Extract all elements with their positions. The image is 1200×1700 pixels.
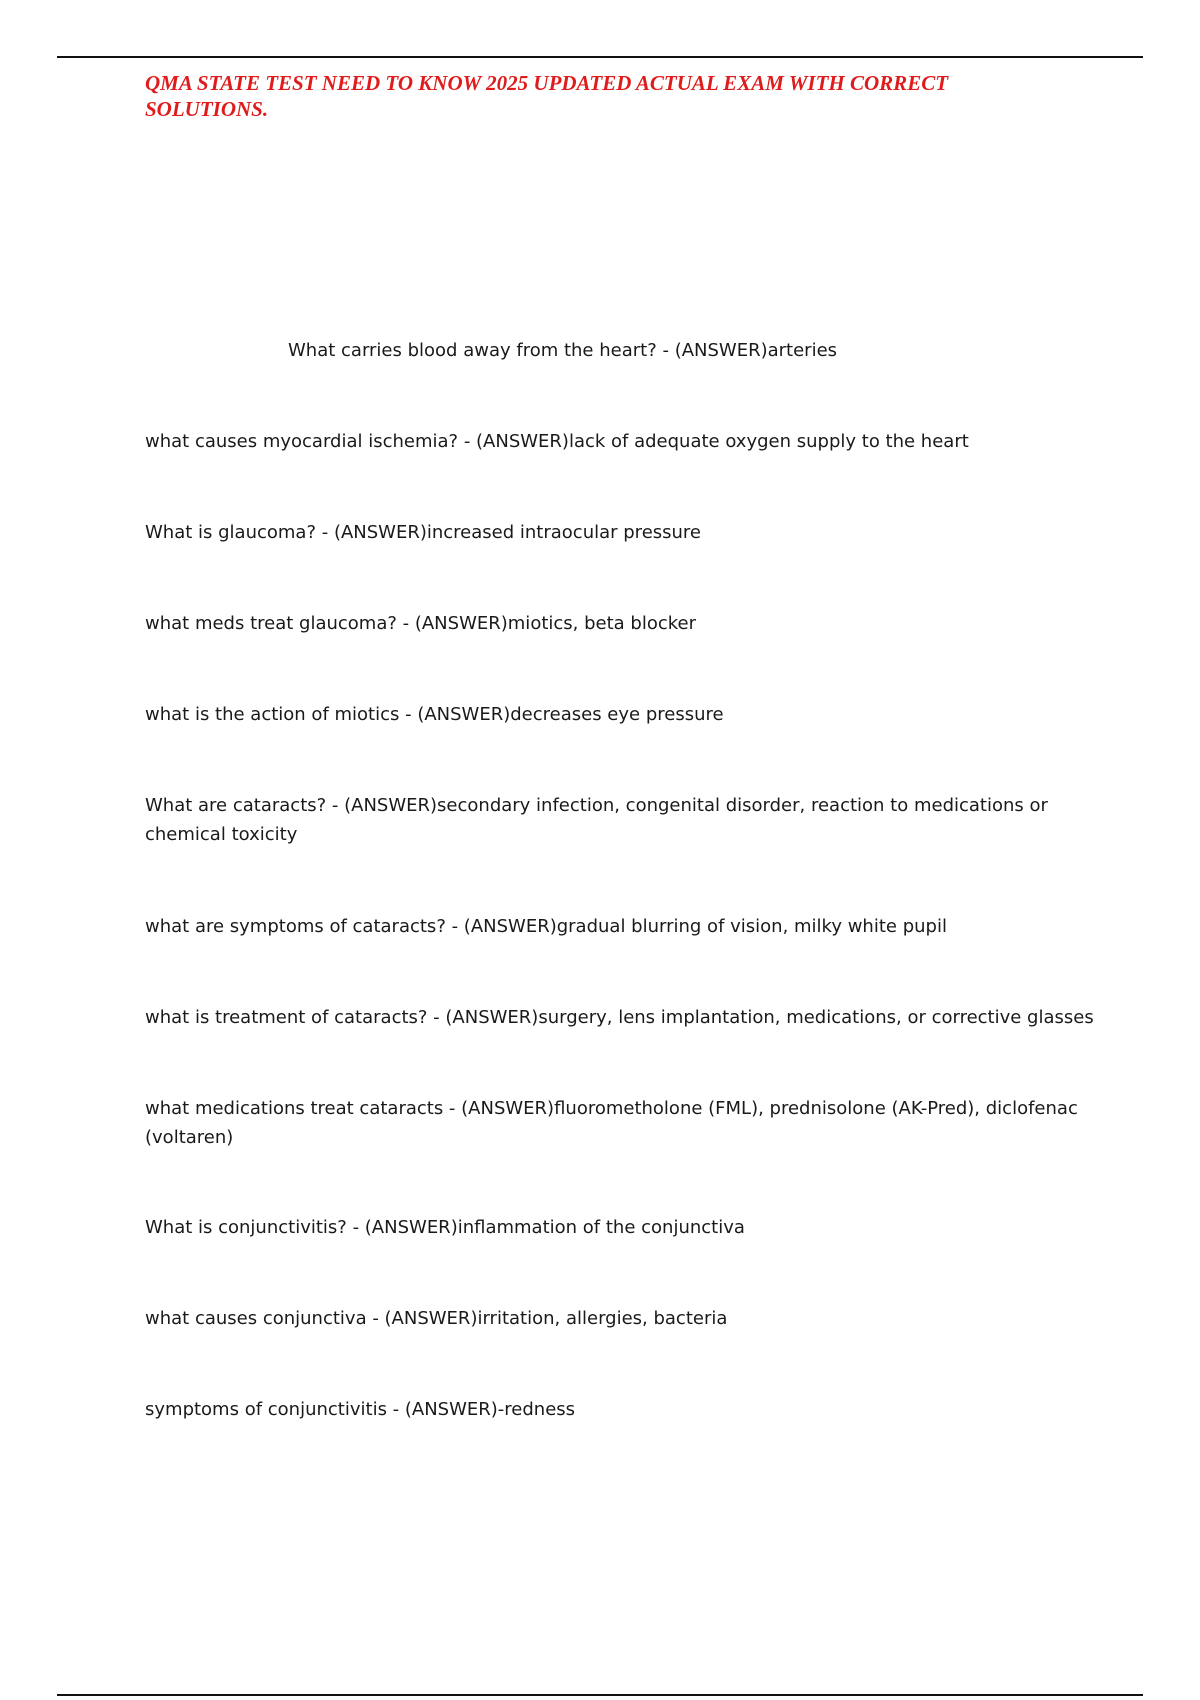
qa-item-2: what causes myocardial ischemia? - (ANSWER)lack of adequate oxygen supply to the heart xyxy=(145,431,969,452)
bottom-rule xyxy=(57,1694,1143,1696)
qa-item-12: symptoms of conjunctivitis - (ANSWER)-redness xyxy=(145,1399,576,1420)
qa-item-4: what meds treat glaucoma? - (ANSWER)miotics, beta blocker xyxy=(145,613,697,634)
qa-item-8: what is treatment of cataracts? - (ANSWER)surgery, lens implantation, medications, or corrective glasses xyxy=(145,1007,1094,1028)
qa-item-5: what is the action of miotics - (ANSWER)decreases eye pressure xyxy=(145,704,724,725)
qa-item-10: What is conjunctivitis? - (ANSWER)inflammation of the conjunctiva xyxy=(145,1217,745,1238)
qa-item-11: what causes conjunctiva - (ANSWER)irritation, allergies, bacteria xyxy=(145,1308,728,1329)
qa-item-3: What is glaucoma? - (ANSWER)increased intraocular pressure xyxy=(145,522,702,543)
qa-item-1: What carries blood away from the heart? - (ANSWER)arteries xyxy=(288,340,838,361)
qa-item-7: what are symptoms of cataracts? - (ANSWER)gradual blurring of vision, milky white pupil xyxy=(145,916,947,937)
qa-item-9: what medications treat cataracts - (ANSWER)fluorometholone (FML), prednisolone (AK-Pred), diclofenac (voltaren) xyxy=(145,1098,1078,1148)
document-title: QMA STATE TEST NEED TO KNOW 2025 UPDATED ACTUAL EXAM WITH CORRECT SOLUTIONS. xyxy=(145,71,949,121)
top-rule xyxy=(57,56,1143,58)
qa-item-6: What are cataracts? - (ANSWER)secondary infection, congenital disorder, reaction to medications or chemical toxicity xyxy=(145,795,1048,845)
